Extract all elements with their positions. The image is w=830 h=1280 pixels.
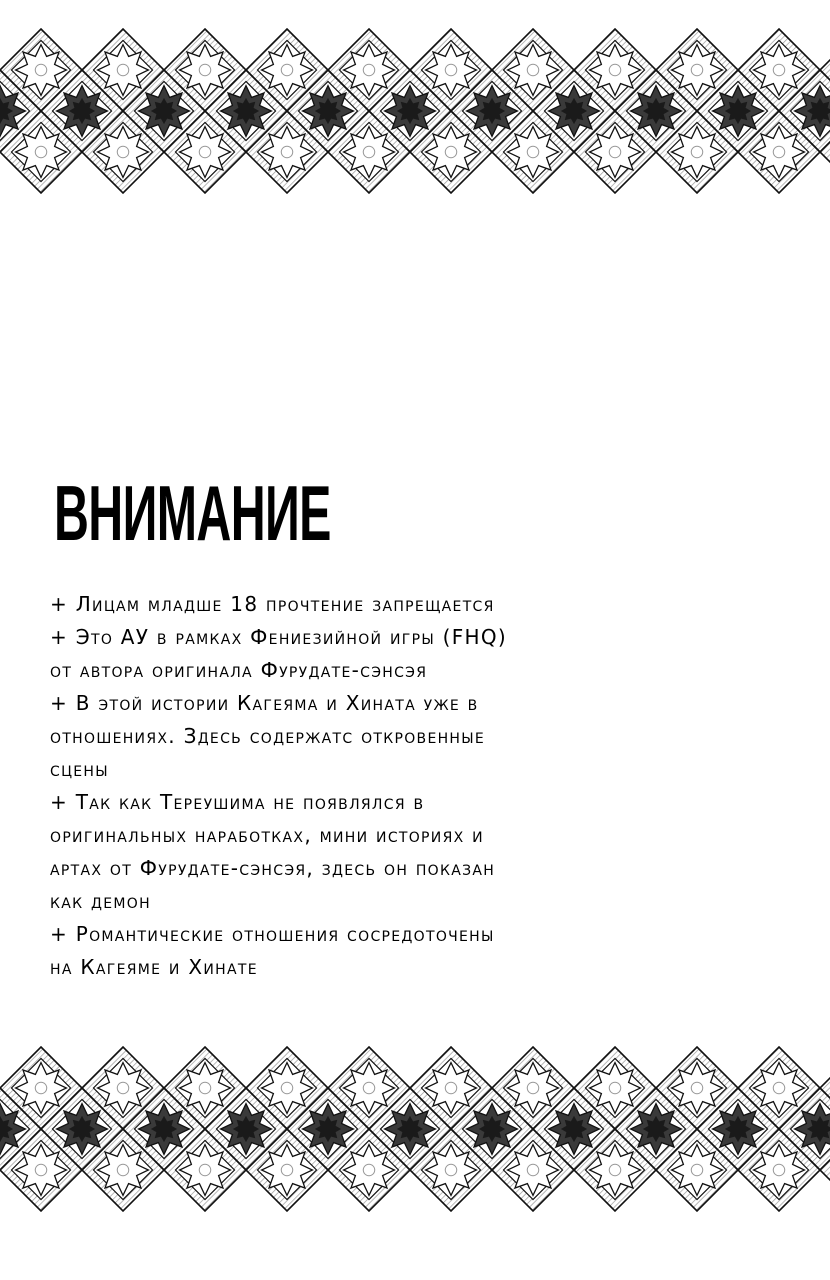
notice-title: ВНИМАНИЕ xyxy=(54,469,331,557)
notice-line: отношениях. Здесь содержатс откровенные xyxy=(50,724,486,748)
notice-line: + Лицам младше 18 прочтение запрещается xyxy=(50,592,495,616)
notice-line: + Романтические отношения сосредоточены xyxy=(50,922,495,946)
notice-line: + Это АУ в рамках Фениезийной игры (FHQ) xyxy=(50,625,508,649)
notice-line: оригинальных наработках, мини историях и xyxy=(50,823,484,847)
notice-line: сцены xyxy=(50,757,109,781)
notice-list xyxy=(50,588,820,984)
top-ornamental-border xyxy=(0,28,830,194)
notice-line: на Кагеяме и Хинате xyxy=(50,955,258,979)
bottom-ornamental-border xyxy=(0,1046,830,1212)
notice-line: как демон xyxy=(50,889,151,913)
notice-line: артах от Фурудате-сэнсэя, здесь он показан xyxy=(50,856,496,880)
notice-line: + Так как Тереушима не появлялся в xyxy=(50,790,425,814)
notice-line: + В этой истории Кагеяма и Хината уже в xyxy=(50,691,479,715)
notice-line: от автора оригинала Фурудате-сэнсэя xyxy=(50,658,428,682)
